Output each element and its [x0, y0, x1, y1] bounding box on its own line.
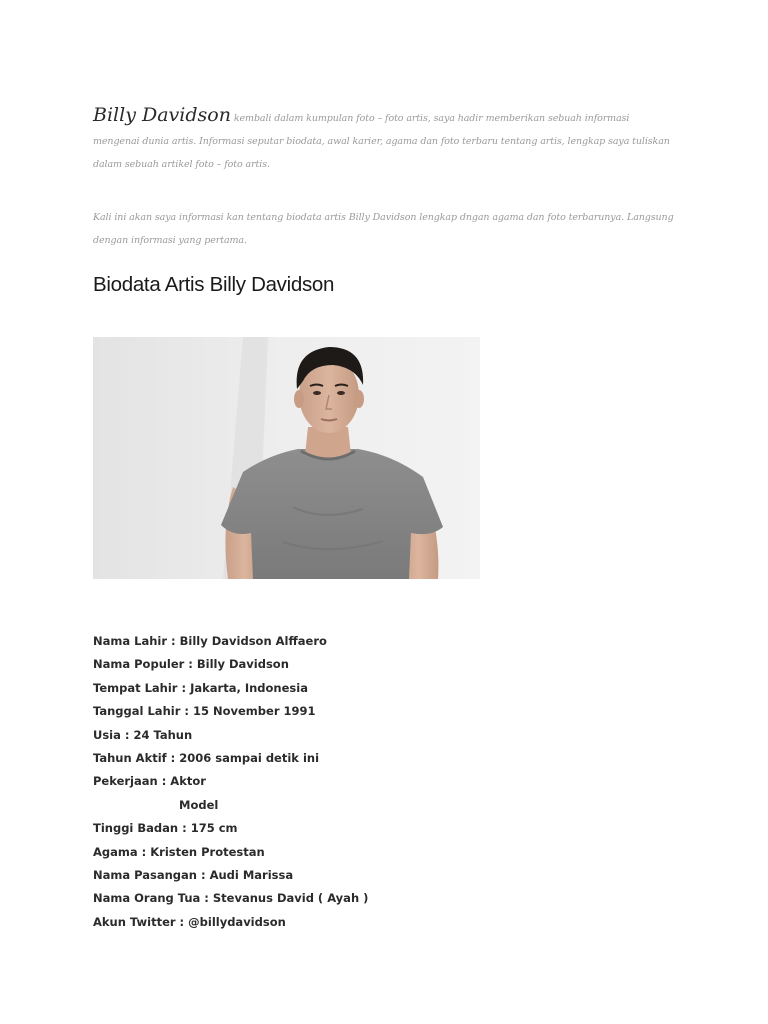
artist-portrait-image: [93, 337, 480, 579]
page-heading: Biodata Artis Billy Davidson: [93, 273, 335, 296]
fact-active-years: Tahun Aktif : 2006 sampai detik ini: [93, 750, 320, 765]
fact-popular-name: Nama Populer : Billy Davidson: [93, 657, 289, 672]
intro-paragraph-2: Kali ini akan saya informasi kan tentang biodata artis Billy Davidson lengkap dngan agama dan foto terbarunya. Langsung dengan informasi yang pertama.: [93, 212, 674, 246]
fact-partner: Nama Pasangan : Audi Marissa: [93, 867, 294, 882]
fact-religion: Agama : Kristen Protestan: [93, 844, 265, 859]
fact-occupation-2: Model: [179, 797, 219, 812]
artist-name: Billy Davidson: [93, 104, 231, 126]
intro-paragraph: [93, 104, 678, 176]
fact-height: Tinggi Badan : 175 cm: [93, 821, 238, 836]
fact-birthdate: Tanggal Lahir : 15 November 1991: [93, 704, 316, 719]
intro-text: kembali dalam kumpulan foto – foto artis, saya hadir memberikan sebuah informasi mengenai dunia artis. Informasi seputar biodata, awal karier, agama dan foto terbaru tentang artis, lengkap saya tuliskan dalam sebuah artikel foto – foto artis.: [93, 113, 670, 170]
fact-birth-name: Nama Lahir : Billy Davidson Alffaero: [93, 634, 327, 648]
fact-birthplace: Tempat Lahir : Jakarta, Indonesia: [93, 680, 308, 695]
fact-occupation: Pekerjaan : Aktor: [93, 774, 206, 789]
biodata-list: [93, 630, 368, 934]
artist-photo: [93, 337, 480, 579]
fact-age: Usia : 24 Tahun: [93, 727, 193, 742]
fact-twitter: Akun Twitter : @billydavidson: [93, 914, 286, 929]
fact-parents: Nama Orang Tua : Stevanus David ( Ayah ): [93, 891, 369, 906]
